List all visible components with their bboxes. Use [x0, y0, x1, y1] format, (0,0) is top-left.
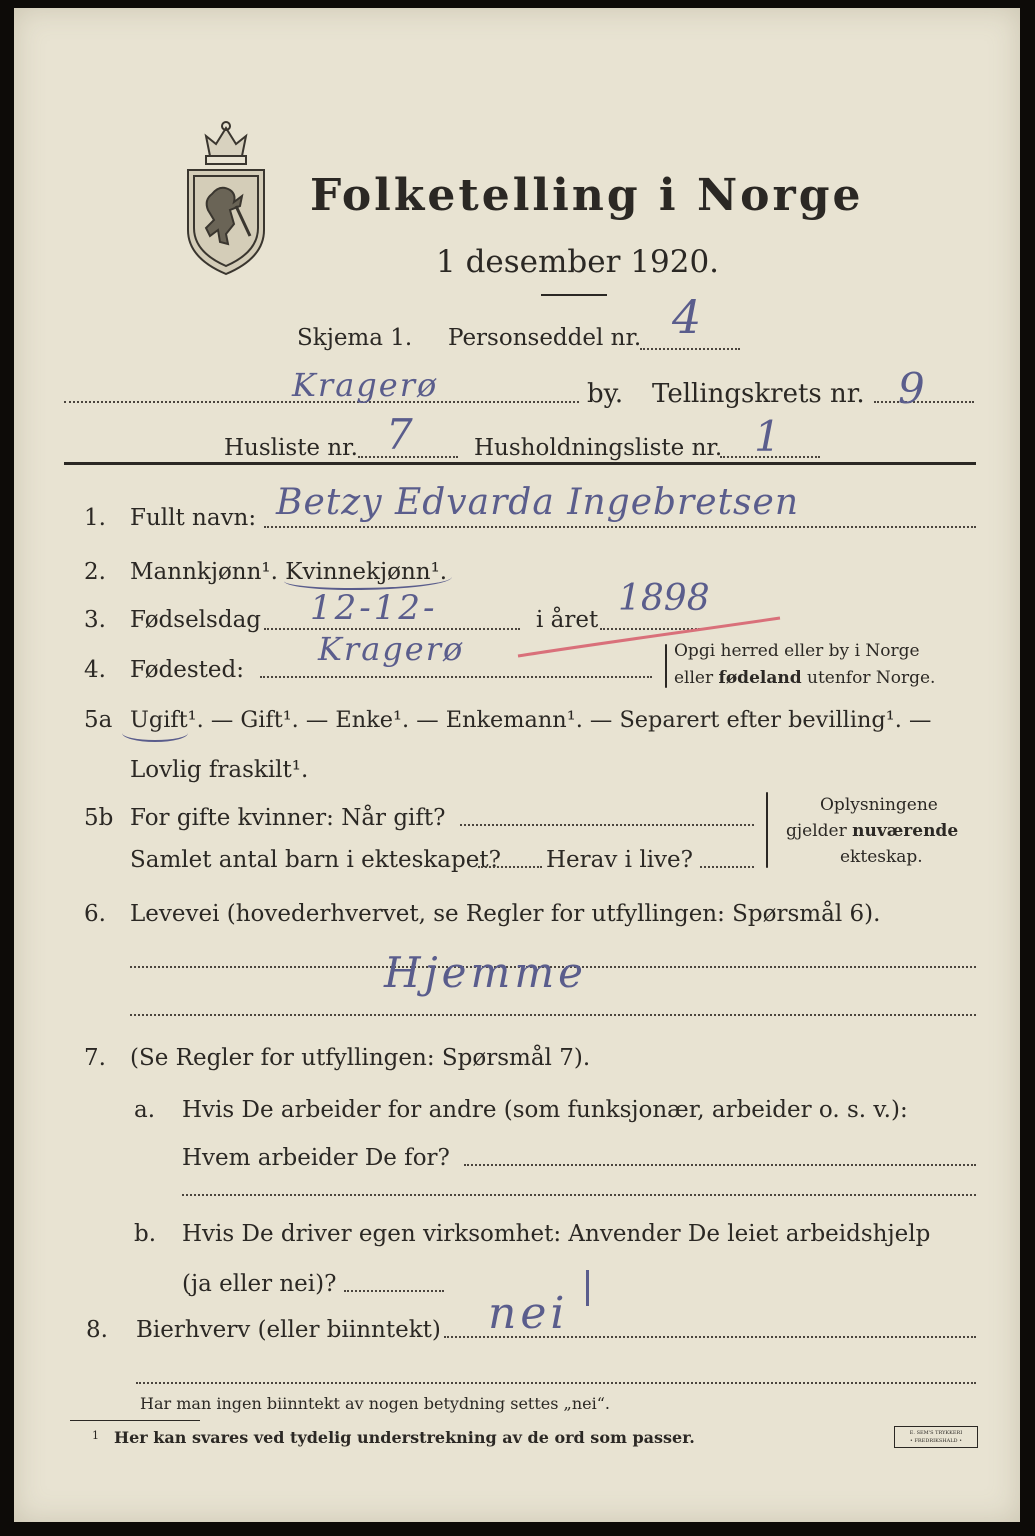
q3-label: Fødselsdag	[130, 607, 262, 633]
tellingskrets-value: 9	[898, 364, 925, 413]
q5b-line1: For gifte kvinner: Når gift?	[130, 805, 446, 831]
q7-label: (Se Regler for utfyllingen: Spørsmål 7).	[130, 1045, 591, 1071]
q5b-alive-label: Herav i live?	[546, 847, 693, 873]
q7b-line2: (ja eller nei)?	[182, 1271, 337, 1297]
q7b-line1: Hvis De driver egen virksomhet: Anvender De leiet arbeidshjelp	[182, 1221, 931, 1247]
husliste-label: Husliste nr.	[224, 435, 358, 461]
q3-number: 3.	[84, 607, 106, 633]
q6-number: 6.	[84, 901, 106, 927]
by-value: Kragerø	[292, 366, 439, 404]
birthplace-value: Kragerø	[318, 630, 465, 668]
q3-year-label: i året	[536, 607, 599, 633]
employer-field-line2[interactable]	[182, 1194, 976, 1196]
census-form-sheet	[14, 8, 1020, 1522]
q4-note-line2	[674, 667, 935, 689]
q5a-underline-mark	[122, 724, 188, 742]
q5a-options-line2: Lovlig fraskilt¹.	[130, 757, 309, 783]
married-when-field[interactable]	[460, 824, 754, 826]
q7a-letter: a.	[134, 1097, 156, 1123]
hired-help-field[interactable]	[344, 1290, 444, 1292]
q8-number: 8.	[86, 1317, 108, 1343]
q7b-letter: b.	[134, 1221, 157, 1247]
q4-note-brace	[665, 644, 667, 688]
children-count-field[interactable]	[478, 866, 542, 868]
q2-number: 2.	[84, 559, 106, 585]
printer-mark-line2: • FREDRIKSHALD •	[909, 1438, 963, 1444]
q4-label: Fødested:	[130, 657, 245, 683]
husholdningsliste-value: 1	[754, 412, 781, 461]
q5b-note-line2-a: gjelder	[786, 821, 853, 841]
nei-note: Har man ingen biinntekt av nogen betydning settes „nei“.	[140, 1394, 610, 1413]
side-income-value: nei	[488, 1288, 569, 1339]
footnote-text-bold: tydelig understrekning av de ord som passer.	[290, 1428, 695, 1447]
footnote-text	[114, 1428, 695, 1448]
q4-note-line2-b: utenfor Norge.	[801, 668, 936, 688]
tellingskrets-label: Tellingskrets nr.	[652, 379, 865, 409]
side-income-field-line2[interactable]	[136, 1382, 976, 1384]
q4-number: 4.	[84, 657, 106, 683]
q2-underline-mark	[284, 568, 452, 590]
q1-number: 1.	[84, 505, 106, 531]
q5b-children-label: Samlet antal barn i ekteskapet?	[130, 847, 501, 873]
birth-year-value: 1898	[618, 578, 710, 619]
q5b-number: 5b	[84, 805, 114, 831]
form-date: 1 desember 1920.	[436, 244, 720, 280]
header-rule	[64, 462, 976, 465]
q4-note-line2-bold: fødeland	[718, 668, 802, 688]
personseddel-label: Personseddel nr.	[448, 325, 642, 351]
q5b-note-line1: Oplysningene	[820, 795, 938, 815]
q7b-ink-mark	[586, 1270, 619, 1306]
by-label: by.	[587, 379, 624, 409]
full-name-value: Betzy Edvarda Ingebretsen	[276, 482, 800, 523]
q5b-note-line2	[786, 820, 958, 842]
q7a-line1: Hvis De arbeider for andre (som funksjonær, arbeider o. s. v.):	[182, 1097, 908, 1123]
q5a-options-line1: Ugift¹. — Gift¹. — Enke¹. — Enkemann¹. — Separert efter bevilling¹. —	[130, 707, 932, 733]
personseddel-value: 4	[672, 290, 702, 344]
q1-label: Fullt navn:	[130, 505, 257, 531]
q5b-note-brace	[766, 792, 768, 868]
birthday-value: 12-12-	[310, 588, 438, 628]
footnote-number: 1	[92, 1429, 99, 1442]
printer-mark-line1: E. SEM'S TRYKKERI	[909, 1430, 963, 1436]
employer-field-line1[interactable]	[464, 1164, 976, 1166]
q5b-note-line3: ekteskap.	[840, 847, 923, 867]
husholdningsliste-label: Husholdningsliste nr.	[474, 435, 723, 461]
full-name-field[interactable]	[264, 526, 976, 528]
footnote-text-a: Her kan svares ved	[114, 1428, 291, 1447]
husliste-value: 7	[386, 410, 413, 459]
birthplace-field[interactable]	[260, 676, 652, 678]
q7-number: 7.	[84, 1045, 106, 1071]
personseddel-field[interactable]	[640, 348, 740, 350]
occupation-value: Hjemme	[384, 948, 588, 997]
q4-note-line1: Opgi herred eller by i Norge	[674, 641, 920, 661]
skjema-label: Skjema 1.	[297, 325, 413, 351]
children-alive-field[interactable]	[700, 866, 754, 868]
printer-mark	[894, 1426, 978, 1448]
form-title: Folketelling i Norge	[310, 170, 864, 221]
q8-label: Bierhverv (eller biinntekt)	[136, 1317, 441, 1343]
q5a-number: 5a	[84, 707, 113, 733]
coat-of-arms-icon	[180, 118, 272, 278]
q4-note-line2-a: eller	[674, 668, 719, 688]
q6-label: Levevei (hovederhvervet, se Regler for utfyllingen: Spørsmål 6).	[130, 901, 881, 927]
occupation-field-line2[interactable]	[130, 1014, 976, 1016]
title-divider	[541, 294, 607, 296]
q2-gender-options: Mannkjønn¹. Kvinnekjønn¹.	[130, 559, 448, 585]
footnote-rule	[70, 1420, 200, 1421]
q7a-line2: Hvem arbeider De for?	[182, 1145, 450, 1171]
q5b-note-line2-bold: nuværende	[852, 821, 959, 841]
